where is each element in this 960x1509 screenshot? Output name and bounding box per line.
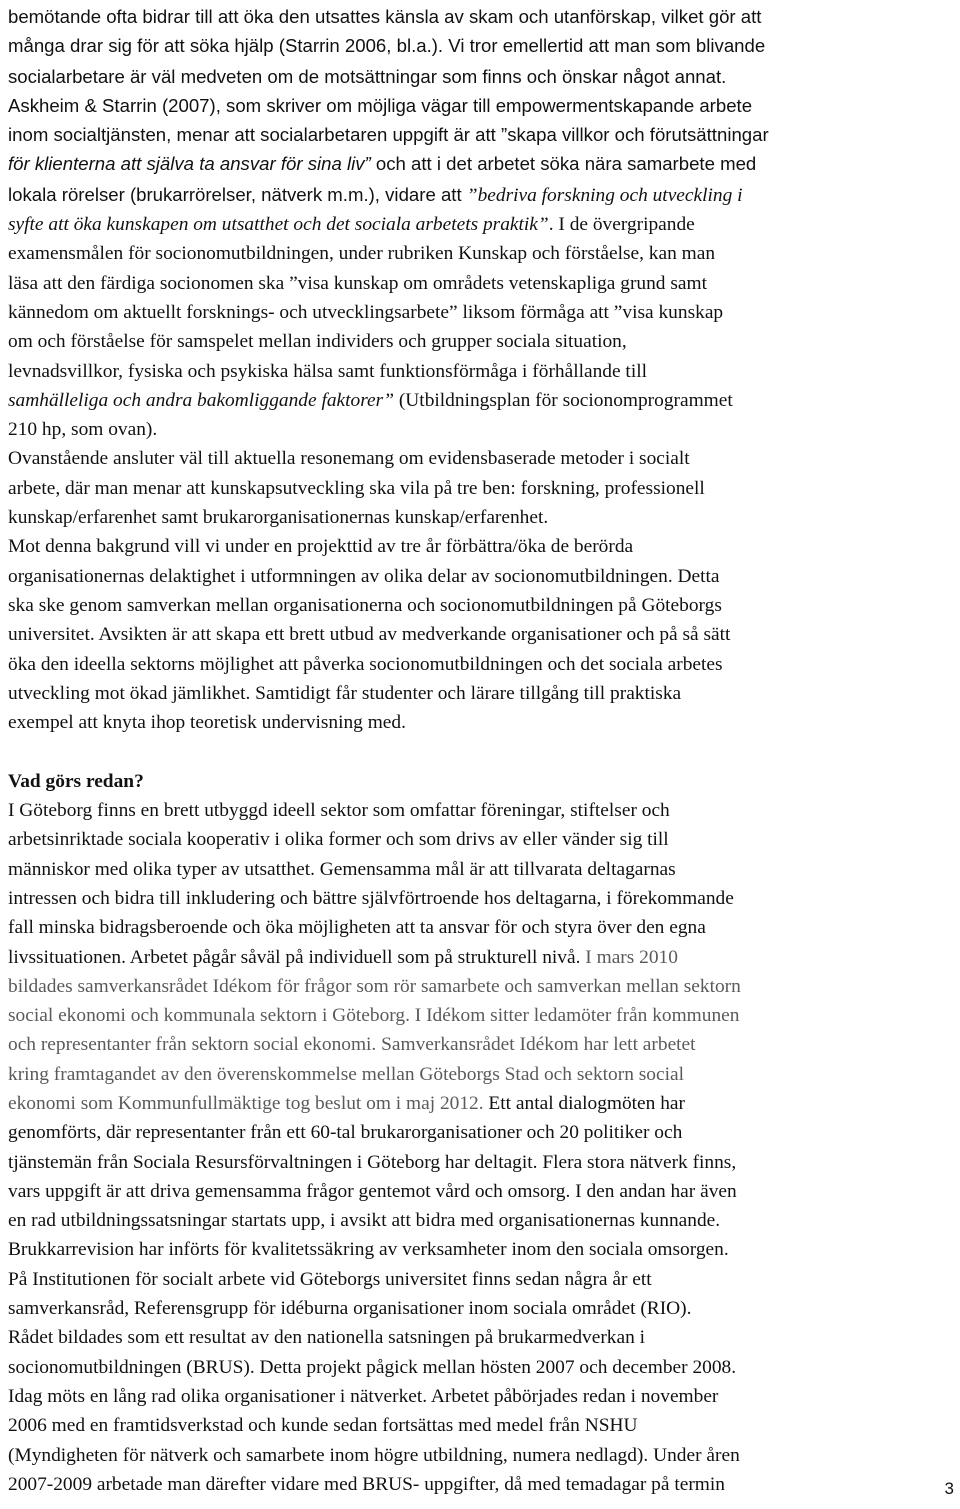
gray-text-span: ekonomi som Kommunfullmäktige tog beslut om i maj 2012. [8,1092,484,1114]
text-line: kännedom om aktuellt forsknings- och utvecklingsarbete” liksom förmåga att ”visa kunskap [8,301,724,323]
text-line: läsa att den färdiga socionomen ska ”visa kunskap om områdets vetenskapliga grund samt [8,272,707,294]
text-line: om och förståelse för samspelet mellan individers och grupper sociala situation, [8,331,627,353]
text-line: Askheim & Starrin (2007), som skriver om möjliga vägar till empowermentskapande arbete [8,94,753,116]
text-line: arbetsinriktade sociala kooperativ i olika former och som drivs av eller vänder sig till [8,829,669,851]
text-line: ska ske genom samverkan mellan organisationerna och socionomutbildningen på Göteborgs [8,594,722,616]
text-line: bemötande ofta bidrar till att öka den utsattes känsla av skam och utanförskap, vilket gör att [8,6,762,27]
italic-quote: samhälleliga och andra bakomliggande faktorer” [8,389,394,411]
gray-text-line: och representanter från sektorn social ekonomi. Samverkansrådet Idékom har lett arbetet [8,1034,696,1056]
text-line [8,1089,956,1118]
text-line: intressen och bidra till inkludering och bättre självförtroende hos deltagarna, i förekommande [8,887,734,909]
text-line: en rad utbildningssatsningar startats upp, i avsikt att bidra med organisationernas kunnande. [8,1210,721,1232]
text-line [8,180,956,210]
text-line: Brukkarrevision har införts för kvalitetssäkring av verksamheter inom den sociala omsorgen. [8,1239,729,1261]
text-line: utveckling mot ökad jämlikhet. Samtidigt får studenter och lärare tillgång till praktiska [8,682,682,704]
paragraph-goteborg [8,796,956,1499]
paragraph-empowerment [8,91,956,445]
text-line: exempel att knyta ihop teoretisk undervisning med. [8,712,406,734]
gray-text-span: I mars 2010 [580,946,678,968]
text-line: människor med olika typer av utsatthet. Gemensamma mål är att tillvarata deltagarnas [8,858,676,880]
text-span: (Utbildningsplan för socionomprogrammet [394,389,733,411]
text-line: universitet. Avsikten är att skapa ett brett utbud av medverkande organisationer och på så sätt [8,624,731,646]
text-line: tjänstemän från Sociala Resursförvaltningen i Göteborg har deltagit. Flera stora nätverk finns, [8,1151,737,1173]
paragraph-gap [8,737,956,766]
document-page [8,2,956,1499]
text-span: livssituationen. Arbetet pågår såväl på individuell som på strukturell nivå. [8,946,581,968]
text-line [8,210,956,239]
paragraph-skam [8,2,956,91]
italic-quote: för klienterna att själva ta ansvar för sina liv” [8,153,371,175]
page-number: 3 [944,1479,954,1498]
text-line: socialarbetare är väl medveten om de motsättningar som finns och önskar något annat. [8,65,727,87]
text-line: Idag möts en lång rad olika organisationer i nätverket. Arbetet påbörjades redan i november [8,1385,719,1407]
italic-quote: syfte att öka kunskapen om utsatthet och det sociala arbetets praktik” [8,214,549,236]
text-line: 210 hp, som ovan). [8,419,158,441]
text-line: På Institutionen för socialt arbete vid Göteborgs universitet finns sedan några år ett [8,1268,652,1290]
text-line [8,149,956,179]
text-line: levnadsvillkor, fysiska och psykiska hälsa samt funktionsförmåga i förhållande till [8,360,647,382]
text-line: samverkansråd, Referensgrupp för idéburna organisationer inom sociala området (RIO). [8,1298,692,1320]
text-span: många drar sig för att söka hjälp (Starrin 2006, bl.a.). [8,35,444,57]
paragraph-evidens [8,444,956,532]
text-line: I Göteborg finns en brett utbyggd ideell sektor som omfattar föreningar, stiftelser och [8,800,670,822]
text-line: vars uppgift är att driva gemensamma frågor gentemot vård och omsorg. I den andan har även [8,1180,737,1202]
text-line [8,31,956,61]
text-line: 2007-2009 arbetade man därefter vidare med BRUS- uppgifter, då med temadagar på termin [8,1473,725,1495]
text-line: organisationernas delaktighet i utformningen av olika delar av socionomutbildningen. Detta [8,565,720,587]
text-span: lokala rörelser (brukarrörelser, nätverk m.m.), vidare att [8,183,467,205]
text-line: (Myndigheten för nätverk och samarbete inom högre utbildning, numera nedlagd). Under åren [8,1444,740,1466]
italic-quote: ”bedriva forskning och utveckling i [466,184,743,206]
gray-text-line: social ekonomi och kommunala sektorn i Göteborg. I Idékom sitter ledamöter från kommunen [8,1005,740,1027]
gray-text-line: bildades samverkansrådet Idékom för frågor som rör samarbete och samverkan mellan sektorn [8,975,741,997]
text-line [8,386,956,415]
paragraph-projekt [8,532,956,737]
text-line: inom socialtjänsten, menar att socialarbetaren uppgift är att ”skapa villkor och förutsättningar [8,124,769,146]
text-line: examensmålen för socionomutbildningen, under rubriken Kunskap och förståelse, kan man [8,243,716,265]
text-line: öka den ideella sektorns möjlighet att påverka socionomutbildningen och det sociala arbetes [8,653,723,675]
text-span: Ett antal dialogmöten har [483,1092,685,1114]
section-heading: Vad görs redan? [8,770,144,792]
text-line: fall minska bidragsberoende och öka möjligheten att ta ansvar för och styra över den egna [8,917,706,939]
text-line: kunskap/erfarenhet samt brukarorganisationernas kunskap/erfarenhet. [8,507,549,529]
text-line: arbete, där man menar att kunskapsutveckling ska vila på tre ben: forskning, professionell [8,477,705,499]
text-span: Vi tror emellertid att man som blivande [443,35,766,57]
text-line [8,943,956,972]
text-line: socionomutbildningen (BRUS). Detta projekt pågick mellan hösten 2007 och december 2008. [8,1356,737,1378]
text-line: Rådet bildades som ett resultat av den nationella satsningen på brukarmedverkan i [8,1327,646,1349]
text-span: . I de övergripande [548,214,695,236]
text-line: Mot denna bakgrund vill vi under en projekttid av tre år förbättra/öka de berörda [8,536,634,558]
text-line: Ovanstående ansluter väl till aktuella resonemang om evidensbaserade metoder i socialt [8,448,690,470]
text-span: och att i det arbetet söka nära samarbete med [370,153,757,175]
gray-text-line: kring framtagandet av den överenskommelse mellan Göteborgs Stad och sektorn social [8,1063,684,1085]
text-line: 2006 med en framtidsverkstad och kunde sedan fortsättas med medel från NSHU [8,1415,638,1437]
text-line: genomförts, där representanter från ett 60-tal brukarorganisationer och 20 politiker och [8,1122,683,1144]
